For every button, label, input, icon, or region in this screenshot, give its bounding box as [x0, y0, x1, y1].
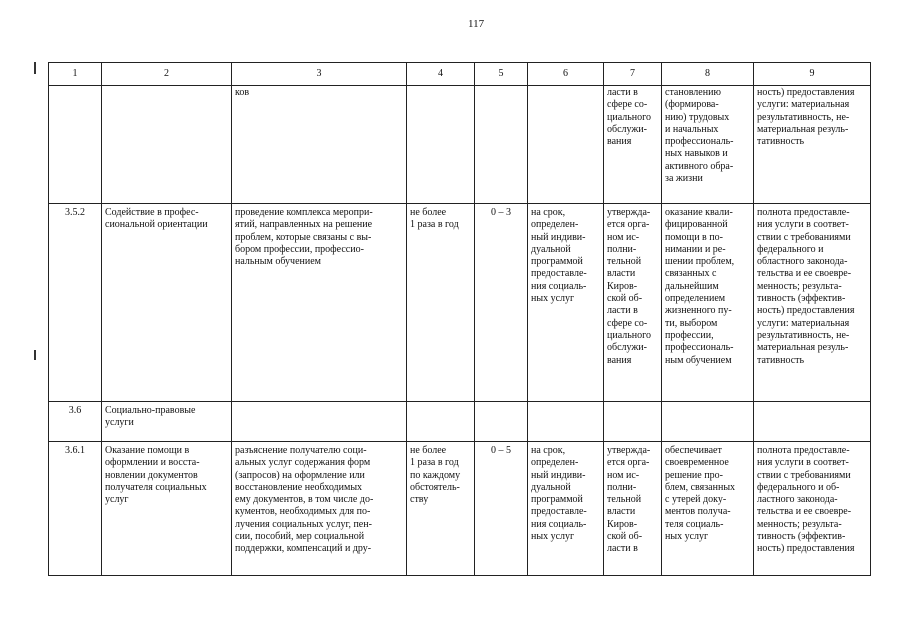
services-table: [48, 62, 871, 576]
term-cell: на срок, определен- ный индиви- дуальной программой предоставле- ния социаль- ных услуг: [528, 442, 604, 576]
term-cell: [528, 402, 604, 442]
result-cell: оказание квали- фицированной помощи в по- нимании и ре- шении проблем, связанных с дальнейшим определением жизненного пу- ти, выбором профессии, профессиональ- ным обучением: [662, 204, 754, 402]
header-cell: 1: [49, 63, 102, 86]
margin-mark: [34, 62, 36, 74]
term-cell: [528, 86, 604, 204]
quality-cell: полнота предоставле- ния услуги в соответ- ствии с требованиями федерального и об- ластного законода- тельства и ее своевре- менность; результа- тивность (эффектив- ность) предоставления: [754, 442, 871, 576]
quality-cell: ность) предоставления услуги: материальная результативность, не- материальная резуль- тативность: [754, 86, 871, 204]
quality-cell: [754, 402, 871, 442]
table-row: [49, 204, 871, 402]
row-number-cell: [49, 86, 102, 204]
description-cell: проведение комплекса меропри- ятий, направленных на решение проблем, которые связаны с вы- бором профессии, профессио- нальным обучением: [232, 204, 407, 402]
header-cell: 6: [528, 63, 604, 86]
frequency-cell: [407, 86, 475, 204]
tariff-cell: утвержда- ется орга- ном ис- полни- тельной власти Киров- ской об- ласти в: [604, 442, 662, 576]
table-row: [49, 86, 871, 204]
page-number: 117: [468, 18, 485, 30]
header-cell: 5: [475, 63, 528, 86]
header-cell: 8: [662, 63, 754, 86]
header-cell: 2: [102, 63, 232, 86]
range-cell: [475, 86, 528, 204]
tariff-cell: ласти в сфере со- циального обслужи- вания: [604, 86, 662, 204]
tariff-cell: [604, 402, 662, 442]
table-row: [49, 442, 871, 576]
frequency-cell: [407, 402, 475, 442]
result-cell: становлению (формирова- нию) трудовых и начальных профессиональ- ных навыков и активного обра- за жизни: [662, 86, 754, 204]
range-cell: 0 – 5: [475, 442, 528, 576]
header-cell: 3: [232, 63, 407, 86]
row-number-cell: 3.6: [49, 402, 102, 442]
header-cell: 7: [604, 63, 662, 86]
row-number-cell: 3.5.2: [49, 204, 102, 402]
description-cell: [232, 402, 407, 442]
result-cell: [662, 402, 754, 442]
row-number-cell: 3.6.1: [49, 442, 102, 576]
frequency-cell: не более 1 раза в год по каждому обстоятель- ству: [407, 442, 475, 576]
frequency-cell: не более 1 раза в год: [407, 204, 475, 402]
description-cell: разъяснение получателю соци- альных услуг содержания форм (запросов) на оформление или восстановление необходимых ему документов, в том числе до- кументов, необходимых для по- лучения социальных услуг, пен- сии, пособий, мер социальной поддержки, компенсаций и дру-: [232, 442, 407, 576]
header-cell: 9: [754, 63, 871, 86]
service-name-cell: Оказание помощи в оформлении и восста- новлении документов получателя социальных услуг: [102, 442, 232, 576]
result-cell: обеспечивает своевременное решение про- блем, связанных с утерей доку- ментов получа- теля социаль- ных услуг: [662, 442, 754, 576]
quality-cell: полнота предоставле- ния услуги в соответ- ствии с требованиями федерального и областного законода- тельства и ее своевре- менность; результа- тивность (эффектив- ность) предоставления услуги: материальная результативность, не- материальная резуль- тативность: [754, 204, 871, 402]
service-name-cell: Содействие в профес- сиональной ориентации: [102, 204, 232, 402]
table-row: [49, 402, 871, 442]
margin-mark: [34, 350, 36, 360]
header-row: [49, 63, 871, 86]
description-cell: ков: [232, 86, 407, 204]
header-cell: 4: [407, 63, 475, 86]
range-cell: 0 – 3: [475, 204, 528, 402]
tariff-cell: утвержда- ется орга- ном ис- полни- тельной власти Киров- ской об- ласти в сфере со- циального обслужи- вания: [604, 204, 662, 402]
range-cell: [475, 402, 528, 442]
service-name-cell: Социально-правовые услуги: [102, 402, 232, 442]
term-cell: на срок, определен- ный индиви- дуальной программой предоставле- ния социаль- ных услуг: [528, 204, 604, 402]
service-name-cell: [102, 86, 232, 204]
